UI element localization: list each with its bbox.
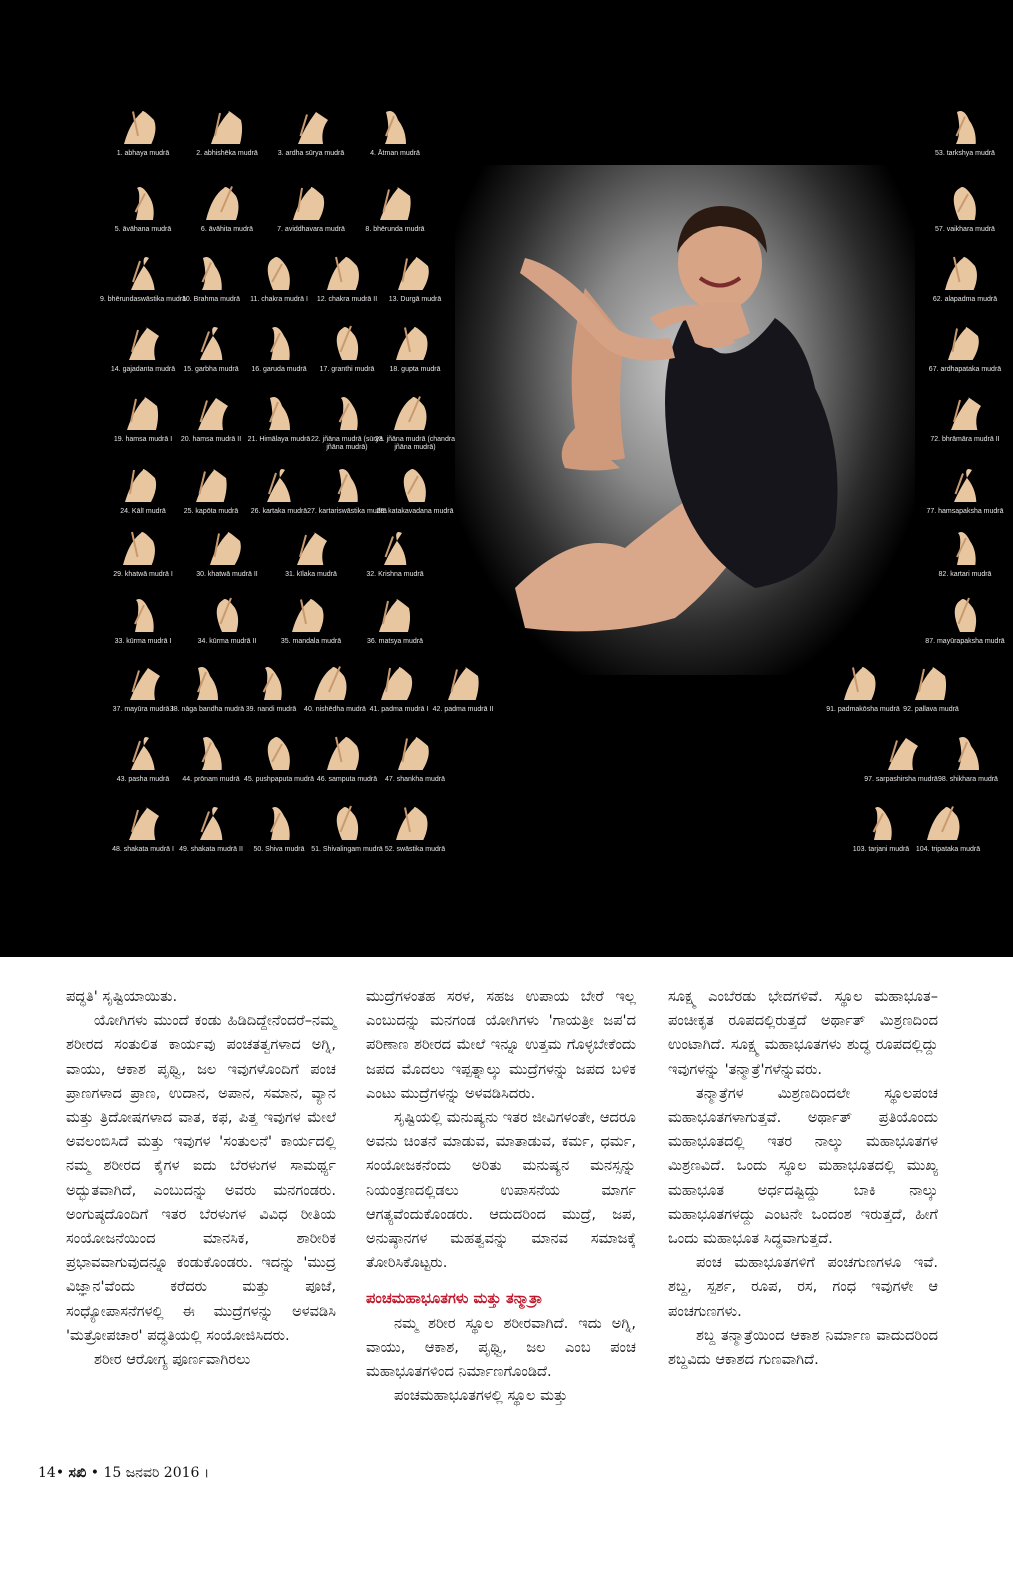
mudra-caption: 8. bhērunda mudrā bbox=[365, 226, 425, 233]
mudra-item bbox=[236, 390, 314, 462]
mudra-item bbox=[304, 390, 382, 462]
mudra-caption: 40. nishēdha mudrā bbox=[304, 706, 366, 713]
hand-gesture-icon bbox=[180, 464, 234, 504]
hand-gesture-icon bbox=[316, 464, 370, 504]
hand-gesture-icon bbox=[934, 594, 988, 634]
mudra-caption: 14. gajadanta mudrā bbox=[110, 366, 176, 373]
hand-gesture-icon bbox=[384, 464, 438, 504]
mudra-caption: 10. Brahma mudrā bbox=[182, 296, 240, 303]
mudra-caption: 31. kīlaka mudrā bbox=[285, 571, 337, 578]
mudra-caption: 82. kartari mudrā bbox=[938, 571, 992, 578]
mudra-caption: 35. mandala mudrā bbox=[280, 638, 342, 645]
mudra-item bbox=[168, 250, 246, 322]
mudra-item bbox=[372, 390, 456, 462]
mudra-caption: 2. abhishēka mudrā bbox=[196, 150, 258, 157]
hand-gesture-icon bbox=[316, 802, 370, 842]
paragraph: ಶಬ್ದ ತನ್ಮಾತ್ರೆಯಿಂದ ಆಕಾಶ ನಿರ್ಮಾಣ ವಾದುದರಿಂದ ಶಬ್ದವಿದು ಆಕಾಶದ ಗುಣವಾಗಿದೆ. bbox=[668, 1326, 938, 1369]
hand-gesture-icon bbox=[384, 252, 438, 292]
mudra-item bbox=[236, 730, 314, 802]
paragraph: ತನ್ಮಾತ್ರೆಗಳ ಮಿಶ್ರಣದಿಂದಲೇ ಸ್ಥೂಲಪಂಚ ಮಹಾಭೂತಗಳಾಗುತ್ತವೆ. ಅರ್ಥಾತ್ ಪ್ರತಿಯೊಂದು ಮಹಾಭೂತದಲ್ಲಿ ಇತರ ನಾಲ್ಕು ಮಹಾಭೂತಗಳ ಮಿಶ್ರಣವಿದೆ. ಒಂದು ಸ್ಥೂಲ ಮಹಾಭೂತದಲ್ಲಿ ಮುಖ್ಯ ಮಹಾಭೂತ ಅರ್ಧದಷ್ಟಿದ್ದು ಬಾಕಿ ನಾಲ್ಕು ಮಹಾಭೂತಗಳದ್ದು ಎಂಟನೇ ಒಂದಂಶ ಇರುತ್ತದೆ, ಹೀಗೆ ಒಂದು ಮಹಾಭೂತ ಸಿದ್ಧವಾಗುತ್ತದೆ. bbox=[668, 1084, 938, 1248]
mudra-caption: 11. chakra mudrā I bbox=[250, 296, 308, 303]
mudra-caption: 41. padma mudrā I bbox=[369, 706, 429, 713]
mudra-caption: 9. bhērundaswāstika mudrā bbox=[100, 296, 186, 303]
page-number: 14 bbox=[38, 1465, 56, 1481]
mudra-item bbox=[100, 730, 178, 802]
mudra-item bbox=[268, 525, 346, 597]
mudra-item bbox=[922, 104, 1000, 176]
hand-gesture-icon bbox=[934, 106, 988, 146]
mudra-item bbox=[922, 525, 1000, 597]
mudra-caption: 47. shankha mudrā bbox=[385, 776, 445, 783]
mudra-item bbox=[268, 180, 346, 252]
mudra-item bbox=[420, 660, 498, 732]
mudra-item bbox=[352, 525, 430, 597]
hand-gesture-icon bbox=[937, 732, 991, 772]
mudra-item bbox=[922, 250, 1000, 322]
mudra-caption: 49. shakata mudrā II bbox=[179, 846, 243, 853]
hand-gesture-icon bbox=[112, 322, 166, 362]
hand-gesture-icon bbox=[180, 322, 234, 362]
mudra-caption: 51. Shivalingam mudrā bbox=[311, 846, 383, 853]
hand-gesture-icon bbox=[900, 662, 954, 702]
hand-gesture-icon bbox=[934, 392, 988, 432]
hand-gesture-icon bbox=[280, 106, 334, 146]
mudra-caption: 53. tarkshya mudrā bbox=[935, 150, 995, 157]
mudra-item bbox=[372, 250, 450, 322]
mudra-caption: 24. Kālī mudrā bbox=[120, 508, 166, 515]
mudra-item bbox=[925, 730, 1003, 802]
mudra-item bbox=[100, 592, 178, 664]
mudra-caption: 87. mayūrapaksha mudrā bbox=[925, 638, 1005, 645]
hand-gesture-icon bbox=[180, 802, 234, 842]
mudra-caption: 6. āvāhita mudrā bbox=[200, 226, 254, 233]
mudra-caption: 5. āvāhana mudrā bbox=[114, 226, 172, 233]
section-heading: ಪಂಚಮಹಾಭೂತಗಳು ಮತ್ತು ತನ್ಮಾತ್ರಾ bbox=[366, 1290, 543, 1308]
mudra-item bbox=[168, 320, 246, 392]
article-column-1 bbox=[66, 985, 336, 1372]
mudra-item bbox=[100, 250, 186, 322]
hand-gesture-icon bbox=[368, 662, 422, 702]
mudra-caption: 45. pushpaputa mudrā bbox=[243, 776, 315, 783]
mudra-caption: 19. hamsa mudrā I bbox=[113, 436, 173, 443]
mudra-caption: 16. garuda mudrā bbox=[251, 366, 307, 373]
hand-gesture-icon bbox=[316, 322, 370, 362]
mudra-caption: 44. prōnam mudrā bbox=[182, 776, 240, 783]
hand-gesture-icon bbox=[870, 732, 924, 772]
mudra-caption: 21. Himālaya mudrā bbox=[247, 436, 311, 443]
article-column-3 bbox=[668, 985, 938, 1372]
mudra-item bbox=[372, 800, 450, 872]
hand-gesture-icon bbox=[364, 527, 418, 567]
mudra-caption: 52. swāstika mudrā bbox=[384, 846, 446, 853]
mudra-item bbox=[100, 800, 178, 872]
hand-gesture-icon bbox=[364, 106, 418, 146]
mudra-item bbox=[100, 390, 178, 462]
mudra-caption: 43. pasha mudrā bbox=[116, 776, 170, 783]
mudra-caption: 17. granthi mudrā bbox=[319, 366, 375, 373]
hand-gesture-icon bbox=[112, 252, 166, 292]
paragraph: ನಮ್ಮ ಶರೀರ ಸ್ಥೂಲ ಶರೀರವಾಗಿದೆ. ಇದು ಅಗ್ನಿ, ವಾಯು, ಆಕಾಶ, ಪೃಥ್ವಿ, ಜಲ ಎಂಬ ಪಂಚ ಮಹಾಭೂತಗಳಿಂದ ನಿರ್ಮಾಣಗೊಂಡಿದೆ. bbox=[366, 1314, 636, 1381]
hand-gesture-icon bbox=[112, 802, 166, 842]
mudra-item bbox=[184, 104, 262, 176]
mudra-caption: 50. Shiva mudrā bbox=[253, 846, 305, 853]
hand-gesture-icon bbox=[176, 662, 230, 702]
hand-gesture-icon bbox=[112, 106, 166, 146]
hand-gesture-icon bbox=[917, 802, 971, 842]
mudra-item bbox=[100, 104, 178, 176]
mudra-item bbox=[100, 525, 178, 597]
hand-gesture-icon bbox=[934, 464, 988, 504]
mudra-caption: 22. jñāna mudrā (sūrya jñāna mudrā) bbox=[311, 436, 383, 451]
hand-gesture-icon bbox=[112, 527, 166, 567]
mudra-item bbox=[922, 462, 1004, 534]
hand-gesture-icon bbox=[240, 662, 294, 702]
mudra-caption: 25. kapōta mudrā bbox=[183, 508, 239, 515]
paragraph: ಯೋಗಿಗಳು ಮುಂದೆ ಕಂಡು ಹಿಡಿದಿದ್ದೇನೆಂದರೆ–ನಮ್ಮ ಶರೀರದ ಸಂತುಲಿತ ಕಾರ್ಯವು ಪಂಚತತ್ವಗಳಾದ ಅಗ್ನಿ, ವಾಯು, ಆಕಾಶ ಪೃಥ್ವಿ, ಜಲ ಇವುಗಳೊಂದಿಗೆ ಪಂಚ ಪ್ರಾಣಗಳಾದ ಪ್ರಾಣ, ಉದಾನ, ಅಪಾನ, ಸಮಾನ, ವ್ಯಾನ ಮತ್ತು ತ್ರಿದೋಷಗಳಾದ ವಾತ, ಕಫ, ಪಿತ್ತ ಇವುಗಳ ಮೇಲೆ ಅವಲಂಬಿಸಿದೆ ಮತ್ತು ಇವುಗಳ 'ಸಂತುಲನೆ' ಕಾರ್ಯದಲ್ಲಿ ನಮ್ಮ ಶರೀರದ ಕೈಗಳ ಐದು ಬೆರಳುಗಳ ಸಾಮರ್ಥ್ಯ ಅದ್ಭುತವಾಗಿದೆ, ಎಂಬುದನ್ನು ಅವರು ಮನಗಂಡರು. ಅಂಗುಷ್ಠದೊಂದಿಗೆ ಇತರ ಬೆರಳುಗಳ ವಿವಿಧ ರೀತಿಯ ಸಂಯೋಜನೆಯಿಂದ ಮಾನಸಿಕ, ಶಾರೀರಿಕ ಪ್ರಭಾವವಾಗುವುದನ್ನೂ ಕಂಡುಕೊಂಡರು. ಇದನ್ನು 'ಮುದ್ರ ವಿಜ್ಞಾನ'ವೆಂದು ಕರೆದರು ಮತ್ತು ಪೂಜೆ, ಸಂಧ್ಯೋಪಾಸನೆಗಳಲ್ಲಿ ಈ ಮುದ್ರೆಗಳನ್ನು ಅಳವಡಿಸಿ 'ಮತ್ರೋಪಚಾರ' ಪದ್ಧತಿಯಲ್ಲಿ ಸಂಯೋಜಿಸಿದರು. bbox=[66, 1012, 336, 1344]
hand-gesture-icon bbox=[280, 527, 334, 567]
mudra-item bbox=[352, 104, 430, 176]
mudra-caption: 33. kūrma mudrā I bbox=[114, 638, 172, 645]
mudra-item bbox=[820, 660, 898, 732]
mudra-caption: 29. khatwā mudrā I bbox=[113, 571, 173, 578]
mudra-item bbox=[304, 462, 387, 534]
mudra-item bbox=[372, 320, 450, 392]
hand-gesture-icon bbox=[384, 802, 438, 842]
hand-gesture-icon bbox=[316, 252, 370, 292]
hand-gesture-icon bbox=[934, 322, 988, 362]
mudra-caption: 91. padmakōsha mudrā bbox=[826, 706, 900, 713]
paragraph: ಸೃಷ್ಟಿಯಲ್ಲಿ ಮನುಷ್ಯನು ಇತರ ಜೀವಿಗಳಂತೇ, ಆದರೂ ಅವನು ಚಿಂತನೆ ಮಾಡುವ, ಮಾತಾಡುವ, ಕರ್ಮ, ಧರ್ಮ, ಸಂಯೋಜಕನೆಂದು ಅರಿತು ಮನುಷ್ಯನ ಮನಸ್ಸನ್ನು ನಿಯಂತ್ರಣದಲ್ಲಿಡಲು ಉಪಾಸನೆಯ ಮಾರ್ಗ ಆಗತ್ಯವೆಂದುಕೊಂಡರು. ಆದುದರಿಂದ ಮುದ್ರೆ, ಜಪ, ಅನುಷ್ಠಾನಗಳ ಮಹತ್ವವನ್ನು ಮಾನವ ಸಮಾಜಕ್ಕೆ ತೋರಿಸಿಕೊಟ್ಟರು. bbox=[366, 1109, 636, 1272]
hand-gesture-icon bbox=[180, 732, 234, 772]
mudra-caption: 39. nandi mudrā bbox=[245, 706, 297, 713]
hand-gesture-icon bbox=[196, 527, 250, 567]
paragraph: ಶರೀರ ಆರೋಗ್ಯ ಪೂರ್ಣವಾಗಿರಲು bbox=[94, 1351, 251, 1369]
article-body bbox=[66, 985, 946, 1445]
hand-gesture-icon bbox=[248, 252, 302, 292]
hand-gesture-icon bbox=[364, 182, 418, 222]
mudra-item bbox=[304, 250, 382, 322]
hand-gesture-icon bbox=[112, 392, 166, 432]
hand-gesture-icon bbox=[934, 527, 988, 567]
mudra-item bbox=[304, 730, 382, 802]
mudra-caption: 104. tripataka mudrā bbox=[915, 846, 981, 853]
hand-gesture-icon bbox=[248, 464, 302, 504]
mudra-item bbox=[184, 180, 262, 252]
mudra-caption: 32. Krishna mudrā bbox=[366, 571, 424, 578]
mudra-caption: 48. shakata mudrā I bbox=[112, 846, 174, 853]
mudra-item bbox=[372, 462, 454, 534]
mudra-item bbox=[922, 180, 1000, 252]
hand-gesture-icon bbox=[432, 662, 486, 702]
mudra-caption: 34. kūrma mudrā II bbox=[197, 638, 257, 645]
mudra-item bbox=[352, 180, 430, 252]
mudra-item bbox=[922, 592, 1005, 664]
mudra-item bbox=[168, 730, 246, 802]
mudra-caption: 62. alapadma mudrā bbox=[932, 296, 998, 303]
mudra-caption: 38. nāga bandha mudrā bbox=[169, 706, 245, 713]
hand-gesture-icon bbox=[850, 802, 904, 842]
paragraph: ಮುದ್ರೆಗಳಂತಹ ಸರಳ, ಸಹಜ ಉಪಾಯ ಬೇರೆ ಇಲ್ಲ ಎಂಬುದನ್ನು ಮನಗಂಡ ಯೋಗಿಗಳು 'ಗಾಯತ್ರೀ ಜಪ'ದ ಪರಿಣಾಣ ಶರೀರದ ಮೇಲೆ ಇನ್ನೂ ಉತ್ತಮ ಗೊಳ್ಳಬೇಕೆಂದು ಜಪದ ಮೊದಲು ಇಪ್ಪತ್ನಾಲ್ಕು ಮುದ್ರೆಗಳನ್ನು ಜಪದ ಬಳಿಕ ಎಂಟು ಮುದ್ರೆಗಳನ್ನು ಅಳವಡಿಸಿದರು. bbox=[366, 988, 636, 1102]
hand-gesture-icon bbox=[934, 252, 988, 292]
mudra-item bbox=[236, 250, 314, 322]
hand-gesture-icon bbox=[180, 392, 234, 432]
hand-gesture-icon bbox=[304, 662, 358, 702]
mudra-caption: 98. shikhara mudrā bbox=[938, 776, 998, 783]
mudra-caption: 30. khatwā mudrā II bbox=[196, 571, 258, 578]
hand-gesture-icon bbox=[112, 182, 166, 222]
mudra-item bbox=[168, 800, 246, 872]
page-footer: 14• ಸಖಿ • 15 ಜನವರಿ 2016 । bbox=[38, 1465, 210, 1481]
mudra-item bbox=[100, 462, 178, 534]
mudra-caption: 26. kartaka mudrā bbox=[250, 508, 308, 515]
hand-gesture-icon bbox=[316, 392, 370, 432]
mudra-caption: 46. samputa mudrā bbox=[316, 776, 378, 783]
magazine-brand: ಸಖಿ bbox=[68, 1465, 87, 1481]
mudra-caption: 42. padma mudrā II bbox=[432, 706, 494, 713]
mudra-caption: 37. mayūra mudrā I bbox=[112, 706, 174, 713]
hand-gesture-icon bbox=[112, 732, 166, 772]
mudra-caption: 103. tarjani mudrā bbox=[852, 846, 910, 853]
mudra-item bbox=[888, 660, 966, 732]
article-column-2 bbox=[366, 985, 636, 1408]
mudra-caption: 67. ardhapataka mudrā bbox=[928, 366, 1002, 373]
hand-gesture-icon bbox=[384, 392, 438, 432]
mudra-caption: 72. bhrāmāra mudrā II bbox=[930, 436, 1000, 443]
hand-gesture-icon bbox=[248, 732, 302, 772]
mudra-caption: 57. vaikhara mudrā bbox=[935, 226, 995, 233]
hand-gesture-icon bbox=[112, 464, 166, 504]
hand-gesture-icon bbox=[280, 182, 334, 222]
mudra-caption: 7. aviddhavara mudrā bbox=[277, 226, 345, 233]
hand-gesture-icon bbox=[364, 594, 418, 634]
mudra-caption: 4. Ātman mudrā bbox=[370, 150, 420, 157]
mudra-caption: 27. kartariswāstika mudrā bbox=[307, 508, 387, 515]
mudra-item bbox=[236, 800, 314, 872]
hand-gesture-icon bbox=[280, 594, 334, 634]
mudra-caption: 28. katakavadana mudrā bbox=[376, 508, 454, 515]
hand-gesture-icon bbox=[112, 594, 166, 634]
hand-gesture-icon bbox=[112, 662, 166, 702]
mudra-item bbox=[236, 320, 314, 392]
mudra-caption: 13. Durgā mudrā bbox=[388, 296, 442, 303]
mudra-item bbox=[168, 462, 246, 534]
hand-gesture-icon bbox=[180, 252, 234, 292]
mudra-item bbox=[168, 390, 246, 462]
hand-gesture-icon bbox=[196, 106, 250, 146]
hand-gesture-icon bbox=[196, 182, 250, 222]
mudra-caption: 97. sarpashirsha mudrā bbox=[864, 776, 938, 783]
mudra-item bbox=[268, 104, 346, 176]
mudra-caption: 36. matsya mudrā bbox=[366, 638, 424, 645]
hand-gesture-icon bbox=[248, 392, 302, 432]
mudra-caption: 20. hamsa mudrā II bbox=[180, 436, 242, 443]
mudra-item bbox=[184, 592, 262, 664]
hand-gesture-icon bbox=[248, 322, 302, 362]
mudra-caption: 3. ardha sūrya mudrā bbox=[277, 150, 345, 157]
paragraph: ಪದ್ಧತಿ' ಸೃಷ್ಟಿಯಾಯಿತು. bbox=[66, 988, 178, 1005]
hand-gesture-icon bbox=[248, 802, 302, 842]
hand-gesture-icon bbox=[832, 662, 886, 702]
mudra-item bbox=[184, 525, 262, 597]
hand-gesture-icon bbox=[934, 182, 988, 222]
mudra-item bbox=[304, 320, 382, 392]
mudra-item bbox=[268, 592, 346, 664]
paragraph: ಪಂಚ ಮಹಾಭೂತಗಳಿಗೆ ಪಂಚಗುಣಗಳೂ ಇವೆ. ಶಬ್ದ, ಸ್ಪರ್ಶ, ರೂಪ, ರಸ, ಗಂಧ ಇವುಗಳೇ ಆ ಪಂಚಗುಣಗಳು. bbox=[668, 1254, 938, 1320]
issue-date: 15 ಜನವರಿ 2016 bbox=[103, 1465, 200, 1481]
mudra-caption: 23. jñāna mudrā (chandra jñāna mudrā) bbox=[374, 436, 456, 451]
mudra-item bbox=[352, 592, 430, 664]
mudra-caption: 18. gupta mudrā bbox=[389, 366, 441, 373]
mudra-item bbox=[905, 800, 983, 872]
paragraph: ಸೂಕ್ಷ್ಮ ಎಂಬೆರಡು ಭೇದಗಳಿವೆ. ಸ್ಥೂಲ ಮಹಾಭೂತ–ಪಂಚೀಕೃತ ರೂಪದಲ್ಲಿರುತ್ತದೆ ಅರ್ಥಾತ್ ಮಿಶ್ರಣದಿಂದ ಉಂಟಾಗಿದೆ. ಸೂಕ್ಷ್ಮ ಮಹಾಭೂತಗಳು ಶುದ್ಧ ರೂಪದಲ್ಲಿದ್ದು ಇವುಗಳನ್ನು 'ತನ್ಮಾತ್ರೆ'ಗಳೆನ್ನುವರು. bbox=[668, 988, 938, 1078]
mudra-caption: 1. abhaya mudrā bbox=[116, 150, 170, 157]
hand-gesture-icon bbox=[316, 732, 370, 772]
mudra-item bbox=[922, 390, 1000, 462]
mudra-item bbox=[100, 320, 178, 392]
mudra-caption: 15. garbha mudrā bbox=[183, 366, 239, 373]
paragraph: ಪಂಚಮಹಾಭೂತಗಳಲ್ಲಿ ಸ್ಥೂಲ ಮತ್ತು bbox=[394, 1387, 568, 1405]
mudra-caption: 77. hamsapaksha mudrā bbox=[926, 508, 1004, 515]
mudra-item bbox=[922, 320, 1000, 392]
mudra-item bbox=[372, 730, 450, 802]
mudra-caption: 12. chakra mudrā II bbox=[316, 296, 378, 303]
hand-gesture-icon bbox=[384, 732, 438, 772]
mudra-item bbox=[304, 800, 382, 872]
hand-gesture-icon bbox=[384, 322, 438, 362]
mudra-item bbox=[236, 462, 314, 534]
mudra-item bbox=[100, 180, 178, 252]
mudra-caption: 92. pallava mudrā bbox=[903, 706, 959, 713]
hand-gesture-icon bbox=[196, 594, 250, 634]
